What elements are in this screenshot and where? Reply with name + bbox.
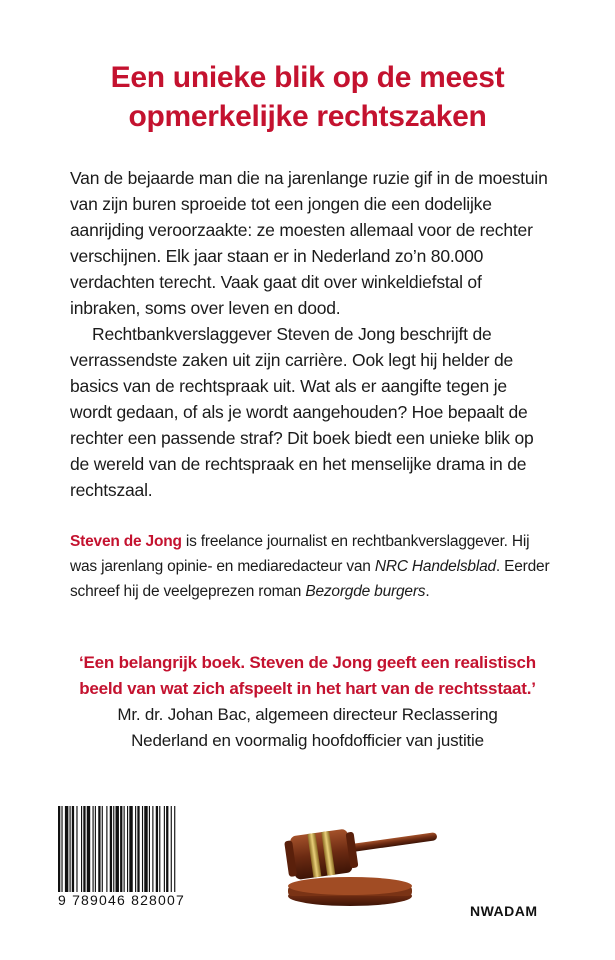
newspaper-title: NRC Handelsblad <box>374 558 496 575</box>
author-name: Steven de Jong <box>70 533 182 550</box>
review-quote <box>40 650 575 754</box>
author-bio-text-1: is freelance journalist en rechtbankverslaggever. Hij was jarenlang opinie- en mediaredacteur van <box>70 533 530 575</box>
blurb-paragraph-1: Van de bejaarde man die na jarenlange ruzie gif in de moestuin van zijn buren sproeide tot een jongen die een dodelijke aanrijding veroorzaakte: ze moesten allemaal voor de rechter verschijnen. Elk jaar staan er in Nederland zo’n 80.000 verdachten terecht. Vaak gaat dit over winkeldiefstal of inbraken, soms over leven en dood. <box>70 168 548 318</box>
book-blurb <box>70 165 550 503</box>
gavel-icon <box>262 800 442 910</box>
blurb-paragraph-2: Rechtbankverslaggever Steven de Jong beschrijft de verrassendste zaken uit zijn carrière. Ook legt hij helder de basics van de rechtspraak uit. Wat als er aangifte tegen je wordt gedaan, of als je wordt aangehouden? Hoe bepaalt de rechter een passende straf? Dit boek biedt een unieke blik op de wereld van de rechtspraak en het menselijke drama in de rechtszaal. <box>70 324 534 500</box>
quote-attribution-line-2: Nederland en voormalig hoofdofficier van justitie <box>131 731 484 750</box>
novel-title: Bezorgde burgers <box>305 583 426 600</box>
barcode-bars <box>56 806 216 892</box>
back-cover-headline <box>40 58 575 136</box>
author-bio-text-2: . Eerder schreef hij de veelgeprezen roman <box>70 558 550 600</box>
isbn-number: 9 789046 828007 <box>58 892 185 908</box>
author-bio <box>70 529 550 604</box>
quote-attribution-line-1: Mr. dr. Johan Bac, algemeen directeur Reclassering <box>117 705 498 724</box>
author-bio-text-3: . <box>425 583 430 600</box>
quote-line-1: ‘Een belangrijk boek. Steven de Jong geeft een realistisch <box>79 653 536 672</box>
quote-line-2: beeld van wat zich afspeelt in het hart van de rechtsstaat.’ <box>79 679 536 698</box>
publisher-logo: NWADAM <box>470 903 538 919</box>
headline-line-2: opmerkelijke rechtszaken <box>128 100 487 133</box>
headline-line-1: Een unieke blik op de meest <box>110 61 505 94</box>
